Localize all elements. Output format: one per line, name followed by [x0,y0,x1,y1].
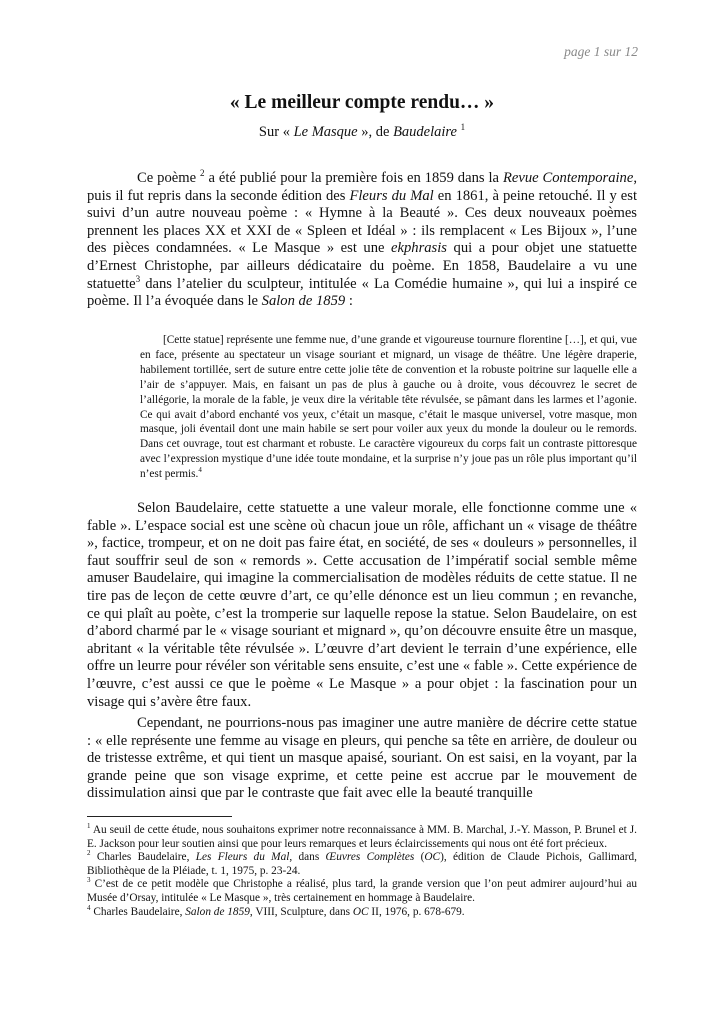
document-title: « Le meilleur compte rendu… » [229,92,495,113]
paragraph-3: Cependant, ne pourrions-nous pas imaginer une autre manière de décrire cette statue : « elle représente une femme au visage en pleurs, qui penche sa tête en arrière, de douleur ou de tristesse extrême, et qui tient un masque apaisé, souriant. On est saisi, en la voyant, par la grande peine que son visage exprime, et cette peine est accrue par le mouvement de dissimulation ainsi que par le contraste que fait avec elle la beauté tranquille [87,715,637,802]
p1-italic: Revue Contemporaine [502,170,634,186]
page-number: page 1 sur 12 [564,44,638,59]
p1-text: dans l’atelier du sculpteur, intitulée « La Comédie humaine », qui lui a inspiré ce poème. Il l’a évoquée dans le [87,275,637,310]
footnote-ref-1[interactable]: 1 [460,122,466,133]
footnote-2 [87,851,637,878]
footnote-italic: OC [424,851,441,864]
p1-italic: ekphrasis [391,240,447,257]
footnote-number: 4 [87,903,91,912]
footnote-number: 2 [87,849,91,858]
footnote-text: II, 1976, p. 678-679. [368,905,465,918]
footnote-italic: OC [352,905,369,918]
footnote-italic: Les Fleurs du Mal [195,851,290,864]
footnote-ref-3[interactable]: 3 [135,273,141,284]
footnote-text: , dans [289,851,326,864]
footnote-text: Charles Baudelaire, [90,905,186,918]
footnote-text: C’est de ce petit modèle que Christophe a réalisé, plus tard, la grande version que l’on peut admirer aujourd’hui au Musée d’Orsay, intitulée « Le Masque », très certainement en hommage à Baudelaire. [87,878,637,904]
footnote-italic: Salon de 1859 [185,905,250,918]
footnote-number: 1 [87,822,91,831]
p1-italic: Fleurs du Mal [349,187,434,204]
p1-text: a été publié pour la première fois en 1859 dans la [204,170,503,186]
p1-text: en 1861, à peine retouché. Il y est suivi d’un autre nouveau poème : « Hymne à la Beauté ». Ces deux nouveaux poèmes prennent les places XX et XXI de « Spleen et Idéal » : ils remplacent « Les Bijoux », l’une des pièces condamnées. « Le Masque » est une [87,187,638,257]
quote-text: [Cette statue] représente une femme nue, d’une grande et vigoureuse tournure florentine […], et qui, vue en face, présente au spectateur un visage souriant et mignard, un visage de théâtre. Une légère draperie, habilement tortillée, sert de suture entre cette jolie tête de convention et la robuste poitrine sur laquelle elle a l’air de s’appuyer. Mais, en faisant un pas de plus à gauche ou à droite, vous découvrez le secret de l’allégorie, la morale de la fable, je veux dire la véritable tête révulsée, se pâmant dans les larmes et l’agonie. Ce qui avait d’abord enchanté vos yeux, c’était un masque, c’était le masque universel, votre masque, mon masque, joli éventail dont une main habile se sert pour voiler aux yeux du monde la douleur ou le remords. Dans cet ouvrage, tout est charmant et robuste. Le caractère vigoureux du corps fait un contraste pittoresque avec l’expression mystique d’une idée toute mondaine, et la surprise n’y joue pas un rôle plus important qu’il n’est permis. [140,334,637,481]
subtitle-author: Baudelaire [393,124,457,140]
footnote-1 [87,824,637,851]
footnote-3 [87,878,637,905]
p1-text: : [345,293,353,310]
footnote-number: 3 [87,876,91,885]
p1-text: Ce poème [137,170,200,186]
footnote-separator [87,816,232,817]
paragraph-1 [87,170,637,311]
footnote-text: , VIII, Sculpture, dans [249,905,353,918]
block-quote [140,333,637,482]
subtitle-work: Le Masque [293,124,358,140]
p1-text: qui a pour objet une statuette d’Ernest Christophe, par ailleurs dédicataire du poème. En 1858, Baudelaire a vu une statuette [87,240,637,292]
footnote-text: Au seuil de cette étude, nous souhaitons exprimer notre reconnaissance à MM. B. Marchal, J.-Y. Masson, P. Brunel et J. E. Jackson pour leur soutien ainsi que pour leurs remarques et leurs éclaircissements qui nous ont été fort précieux. [87,824,637,850]
document-subtitle [0,124,724,141]
footnote-ref-4[interactable]: 4 [198,466,202,475]
footnote-ref-2[interactable]: 2 [199,168,205,179]
footnote-text: Charles Baudelaire, [90,851,196,864]
footnotes [87,824,637,919]
p1-text: , puis il fut repris dans la seconde édition des [87,170,637,204]
subtitle-middle: », de [357,124,394,140]
footnote-4 [87,903,637,920]
p1-italic: Salon de 1859 [261,293,346,310]
footnote-text: ), édition de Claude Pichois, Gallimard, Bibliothèque de la Pléiade, t. 1, 1975, p. 23-24. [87,851,637,877]
subtitle-prefix: Sur « [258,124,294,140]
paragraph-2: Selon Baudelaire, cette statuette a une valeur morale, elle fonctionne comme une « fable ». L’espace social est une scène où chacun joue un rôle, affichant un « visage de théâtre », factice, trompeur, et on ne doit pas faire état, en société, de ses « douleurs » personnelles, il faut souffrir seul de son « remords ». Cette accusation de l’impératif social semble même amuser Baudelaire, qui imagine la commercialisation de modèles réduits de cette statue. Il ne tire pas de leçon de cette œuvre d’art, ce qu’elle dénonce est un lieu commun ; en revanche, ce qui plaît au poète, c’est la tromperie sur laquelle repose la statue. Selon Baudelaire, on est d’abord charmé par le « visage souriant et mignard », qu’on découvre ensuite être un masque, abritant « la véritable tête révulsée ». L’œuvre d’art devient le terrain d’une expérience, elle offre un leurre pour révéler son véritable sens ensuite, c’est une « fable ». Cette expérience de l’œuvre, c’est aussi ce que le poème « Le Masque » a pour objet : la fascination pour un visage qui s’avère être faux. [87,500,637,710]
footnote-text: ( [414,851,425,864]
footnote-italic: Œuvres Complètes [325,851,415,864]
